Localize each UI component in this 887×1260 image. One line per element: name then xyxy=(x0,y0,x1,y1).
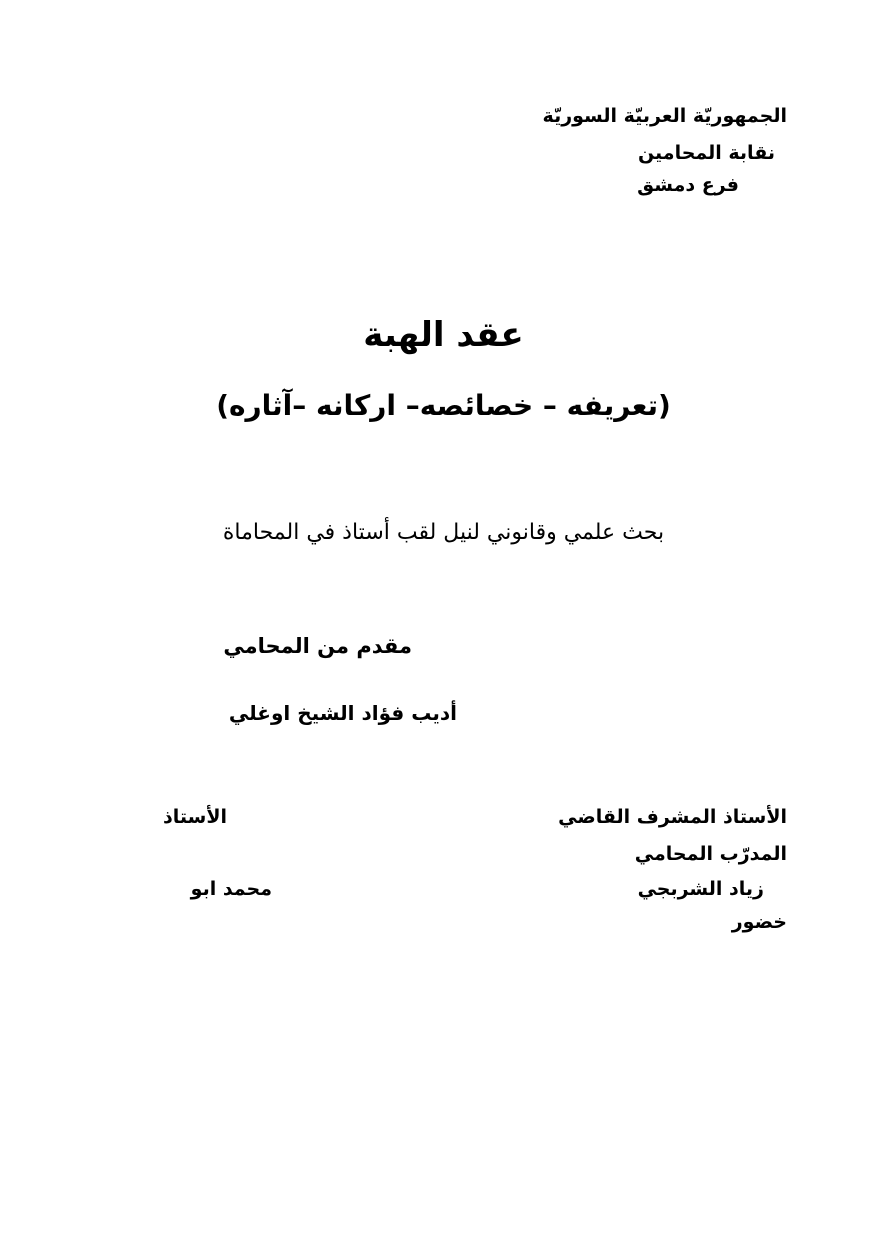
supervisor-line1-left: الأستاذ xyxy=(163,806,227,828)
header-country: الجمهوريّة العربيّة السوريّة xyxy=(542,105,787,127)
supervisor-line2-right: المدرّب المحامي xyxy=(634,843,787,865)
presenter-label: مقدم من المحامي xyxy=(223,634,412,658)
presenter-name: أديب فؤاد الشيخ اوغلي xyxy=(228,701,457,725)
supervisor-line3-right: زياد الشربجي xyxy=(637,878,764,900)
document-subtitle: (تعريفه – خصائصه– اركانه –آثاره) xyxy=(216,389,671,422)
supervisor-line1-right: الأستاذ المشرف القاضي xyxy=(558,806,787,828)
header-syndicate: نقابة المحامين xyxy=(637,142,775,164)
research-purpose: بحث علمي وقانوني لنيل لقب أستاذ في المحاماة xyxy=(222,520,665,545)
supervisor-line4-right: خضور xyxy=(731,911,787,933)
header-branch: فرع دمشق xyxy=(637,174,739,196)
supervisor-line3-left: محمد ابو xyxy=(190,878,272,900)
document-title: عقد الهبة xyxy=(363,315,524,355)
